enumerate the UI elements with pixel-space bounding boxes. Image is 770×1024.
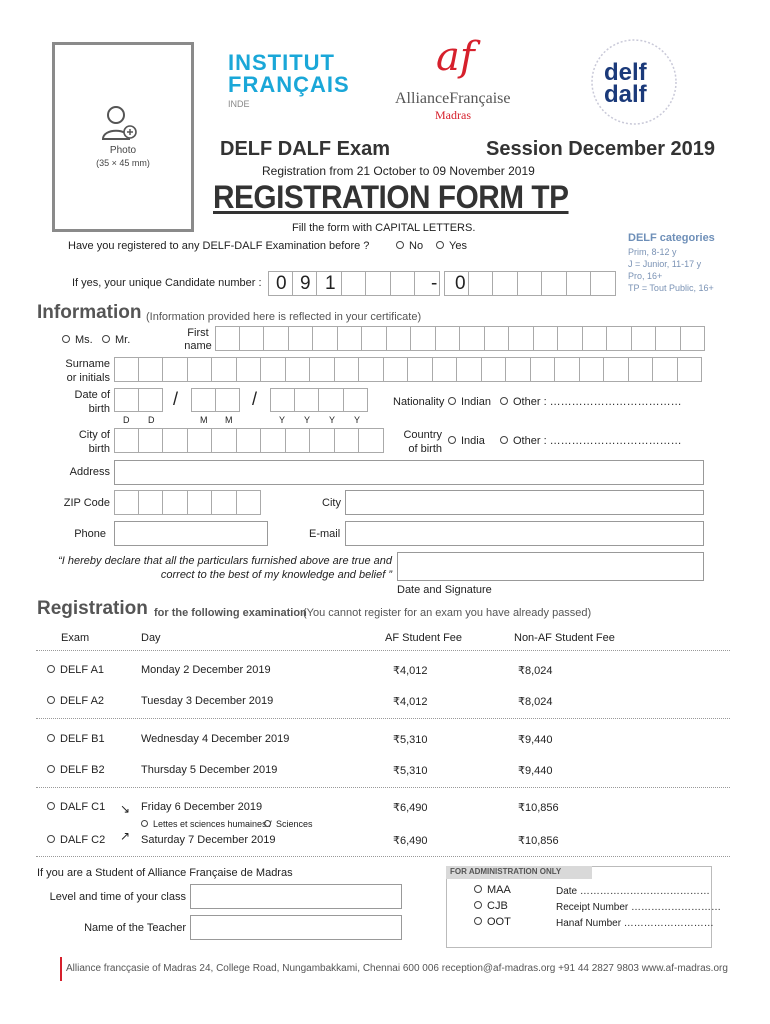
country-of-birth-label: Country of birth — [403, 429, 442, 455]
radio-circle-icon — [141, 820, 148, 827]
admin-oot-radio[interactable]: OOT — [474, 916, 511, 928]
city-label: City — [322, 497, 341, 509]
exam-title: DELF DALF Exam — [220, 138, 391, 160]
row-day: Saturday 7 December 2019 — [141, 834, 276, 846]
radio-circle-icon — [102, 335, 110, 343]
col-day: Day — [141, 632, 161, 644]
zip-field[interactable] — [114, 490, 261, 515]
admin-receipt: Receipt Number ……………………… — [556, 902, 722, 913]
row-af-fee: ₹4,012 — [393, 696, 428, 708]
country-other-radio[interactable]: Other : ……………………………… — [500, 435, 682, 447]
divider — [36, 787, 730, 788]
row-nonaf-fee: ₹8,024 — [518, 665, 553, 677]
candidate-number-field[interactable] — [268, 271, 440, 296]
photo-size: (35 × 45 mm) — [96, 158, 150, 168]
email-field[interactable] — [345, 521, 704, 546]
col-af-fee: AF Student Fee — [385, 632, 463, 644]
candidate-number-suffix[interactable] — [444, 271, 616, 296]
exam-row-c2[interactable]: DALF C2 — [47, 834, 105, 846]
address-field[interactable] — [114, 460, 704, 485]
prior-yes-radio[interactable]: Yes — [436, 240, 467, 252]
candidate-digit: 0 — [455, 273, 466, 294]
dob-label: Date of birth — [74, 389, 110, 415]
level-label: Level and time of your class — [49, 891, 186, 903]
dalf-option-humanities[interactable]: Lettes et sciences humaines / — [141, 819, 272, 829]
mr-radio[interactable]: Mr. — [102, 334, 130, 346]
category-line: Prim, 8-12 y — [628, 247, 677, 257]
date-signature-label: Date and Signature — [397, 584, 492, 596]
exam-row-b2[interactable]: DELF B2 — [47, 764, 105, 776]
row-af-fee: ₹6,490 — [393, 835, 428, 847]
row-nonaf-fee: ₹10,856 — [518, 835, 559, 847]
prior-question: Have you registered to any DELF-DALF Examination before ? — [68, 240, 370, 252]
candidate-digit: 0 — [276, 273, 287, 294]
admin-maa-radio[interactable]: MAA — [474, 884, 511, 896]
row-nonaf-fee: ₹8,024 — [518, 696, 553, 708]
col-exam: Exam — [61, 632, 90, 644]
row-af-fee: ₹6,490 — [393, 802, 428, 814]
admin-title: FOR ADMINISTRATION ONLY — [450, 867, 562, 876]
radio-circle-icon — [47, 696, 55, 704]
dob-hint-y: Y — [354, 415, 361, 425]
divider — [36, 718, 730, 719]
dob-hint-m: M — [200, 415, 208, 425]
row-day: Tuesday 3 December 2019 — [141, 695, 274, 707]
dob-slash: / — [173, 389, 179, 409]
institut-francais-logo: INSTITUT FRANÇAIS INDE — [228, 50, 350, 109]
radio-circle-icon — [474, 901, 482, 909]
row-nonaf-fee: ₹9,440 — [518, 765, 553, 777]
category-line: TP = Tout Public, 16+ — [628, 283, 714, 293]
radio-circle-icon — [47, 765, 55, 773]
divider — [36, 650, 730, 651]
admin-date: Date ………………………………… — [556, 886, 710, 897]
dob-year-field[interactable] — [270, 388, 368, 412]
address-label: Address — [69, 466, 110, 478]
first-name-label: First name — [184, 327, 212, 352]
radio-circle-icon — [47, 835, 55, 843]
nationality-label: Nationality — [393, 396, 445, 408]
teacher-label: Name of the Teacher — [84, 922, 186, 934]
dob-slash: / — [252, 389, 258, 409]
registration-note-bold: for the following examination — [154, 607, 307, 619]
dob-hint-d: D — [123, 415, 130, 425]
user-plus-icon — [100, 103, 140, 143]
row-af-fee: ₹4,012 — [393, 665, 428, 677]
dob-day-field[interactable] — [114, 388, 163, 412]
radio-circle-icon — [396, 241, 404, 249]
candidate-label: If yes, your unique Candidate number : — [72, 277, 262, 289]
candidate-dash: - — [431, 273, 438, 294]
surname-field[interactable] — [114, 357, 702, 382]
dalf-option-sciences[interactable]: Sciences — [264, 819, 313, 829]
admin-hanaf: Hanaf Number ……………………… — [556, 918, 714, 929]
row-day: Wednesday 4 December 2019 — [141, 733, 290, 745]
exam-row-c1[interactable]: DALF C1 — [47, 801, 105, 813]
fill-note: Fill the form with CAPITAL LETTERS. — [292, 222, 476, 234]
phone-label: Phone — [74, 528, 106, 540]
row-af-fee: ₹5,310 — [393, 734, 428, 746]
surname-label: Surname or initials — [65, 358, 110, 384]
prior-no-radio[interactable]: No — [396, 240, 423, 252]
footer-bar — [60, 957, 62, 981]
radio-circle-icon — [474, 885, 482, 893]
radio-circle-icon — [47, 802, 55, 810]
form-title: REGISTRATION FORM TP — [213, 179, 569, 215]
radio-circle-icon — [62, 335, 70, 343]
photo-box[interactable] — [52, 42, 194, 232]
delf-dalf-logo: delf dalf — [588, 36, 680, 128]
radio-circle-icon — [264, 820, 271, 827]
arrow-down-right-icon: ↘ — [120, 802, 131, 816]
divider — [36, 856, 730, 857]
category-line: J = Junior, 11-17 y — [628, 259, 702, 269]
declaration: “I hereby declare that all the particulars furnished above are true and correct to the best of my knowledge and belief ” — [58, 555, 392, 581]
country-india-radio[interactable]: India — [448, 435, 485, 447]
exam-row-a2[interactable]: DELF A2 — [47, 695, 104, 707]
row-day: Friday 6 December 2019 — [141, 801, 263, 813]
city-of-birth-field[interactable] — [114, 428, 384, 453]
ms-radio[interactable]: Ms. — [62, 334, 93, 346]
session-title: Session December 2019 — [486, 138, 716, 160]
col-nonaf-fee: Non-AF Student Fee — [514, 632, 615, 644]
nationality-other-radio[interactable]: Other : ……………………………… — [500, 396, 682, 408]
city-field[interactable] — [345, 490, 704, 515]
row-af-fee: ₹5,310 — [393, 765, 428, 777]
row-day: Monday 2 December 2019 — [141, 664, 271, 676]
radio-circle-icon — [500, 436, 508, 444]
registration-heading: Registration — [37, 598, 148, 619]
row-nonaf-fee: ₹10,856 — [518, 802, 559, 814]
arrow-up-right-icon: ↗ — [120, 829, 131, 843]
email-label: E-mail — [309, 528, 341, 540]
dob-hint-y: Y — [329, 415, 336, 425]
radio-circle-icon — [500, 397, 508, 405]
nationality-indian-radio[interactable]: Indian — [448, 396, 491, 408]
radio-circle-icon — [448, 436, 456, 444]
first-name-field[interactable] — [215, 326, 705, 351]
dob-hint-d: D — [148, 415, 155, 425]
phone-field[interactable] — [114, 521, 268, 546]
exam-row-b1[interactable]: DELF B1 — [47, 733, 105, 745]
exam-row-a1[interactable]: DELF A1 — [47, 664, 104, 676]
footer-text: Alliance francçasie of Madras 24, College Road, Nungambakkami, Chennai 600 006 reception@af-madras.org +91 44 2827 9803 www.af-madras.org — [66, 963, 728, 974]
radio-circle-icon — [474, 917, 482, 925]
teacher-field[interactable] — [190, 915, 402, 940]
radio-circle-icon — [47, 734, 55, 742]
row-nonaf-fee: ₹9,440 — [518, 734, 553, 746]
level-field[interactable] — [190, 884, 402, 909]
signature-field[interactable] — [397, 552, 704, 581]
admin-cjb-radio[interactable]: CJB — [474, 900, 508, 912]
zip-label: ZIP Code — [63, 497, 110, 509]
radio-circle-icon — [448, 397, 456, 405]
dob-hint-y: Y — [304, 415, 311, 425]
alliance-francaise-logo: af AllianceFrançaise Madras — [395, 34, 511, 122]
registration-dates: Registration from 21 October to 09 November 2019 — [262, 164, 535, 178]
photo-label: Photo — [109, 145, 137, 156]
registration-note: (You cannot register for an exam you have already passed) — [303, 607, 592, 619]
information-heading: Information — [37, 302, 142, 323]
dob-month-field[interactable] — [191, 388, 240, 412]
candidate-digit: 1 — [325, 273, 336, 294]
candidate-digit: 9 — [300, 273, 311, 294]
student-question: If you are a Student of Alliance Française de Madras — [37, 867, 293, 879]
dob-hint-m: M — [225, 415, 233, 425]
dob-hint-y: Y — [279, 415, 286, 425]
radio-circle-icon — [47, 665, 55, 673]
category-line: Pro, 16+ — [628, 271, 663, 281]
categories-title: DELF categories — [628, 232, 715, 244]
city-of-birth-label: City of birth — [78, 429, 110, 455]
information-note: (Information provided here is reflected in your certificate) — [146, 311, 422, 323]
row-day: Thursday 5 December 2019 — [141, 764, 278, 776]
radio-circle-icon — [436, 241, 444, 249]
